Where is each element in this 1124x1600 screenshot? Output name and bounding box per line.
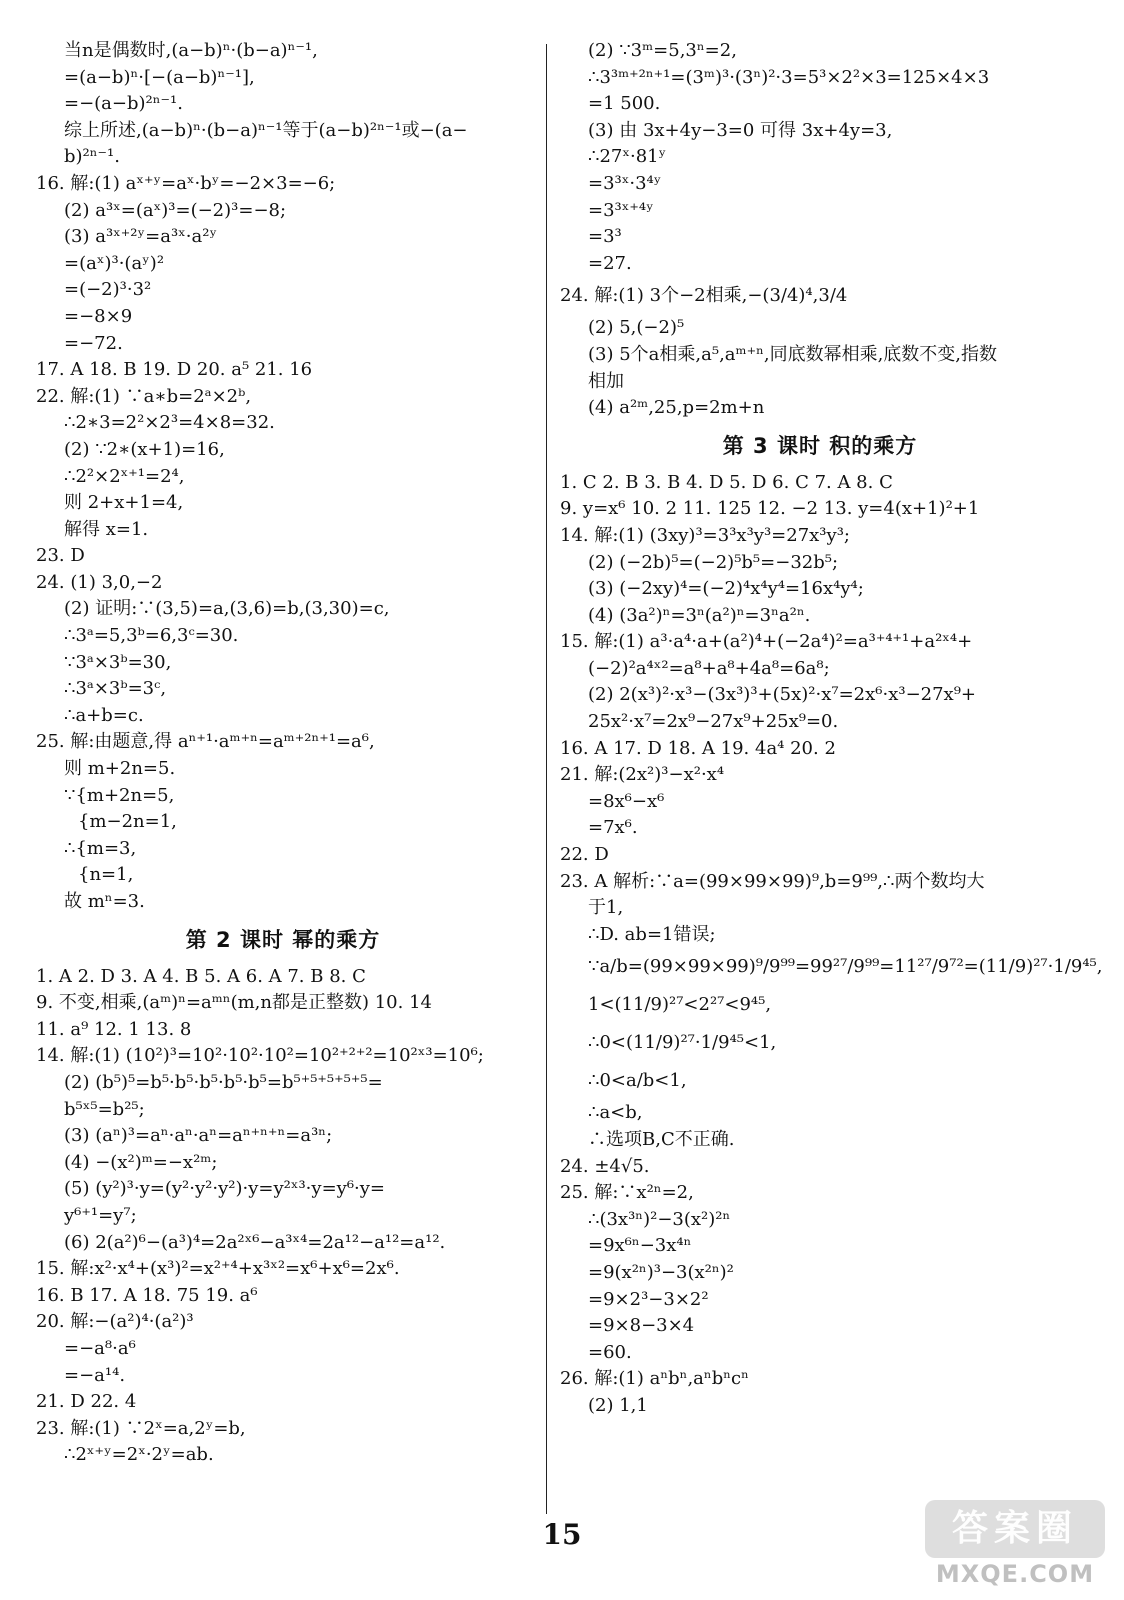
answer-line: ∴D. ab=1错误; <box>588 923 716 945</box>
answer-line: =8x⁶−x⁶ <box>588 790 665 812</box>
answer-line: (4) (3a²)ⁿ=3ⁿ(a²)ⁿ=3ⁿa²ⁿ. <box>588 604 811 626</box>
answer-line: =3³ˣ·3⁴ʸ <box>588 172 662 194</box>
answer-line: 当n是偶数时,(a−b)ⁿ·(b−a)ⁿ⁻¹, <box>64 40 318 61</box>
answer-line: 21. D 22. 4 <box>36 1391 137 1413</box>
answer-line: 21. 解:(2x²)³−x²·x⁴ <box>560 764 725 786</box>
answer-line: (2) ∵2∗(x+1)=16, <box>64 438 225 460</box>
answer-line: =9(x²ⁿ)³−3(x²ⁿ)² <box>588 1261 734 1283</box>
answer-line: 16. A 17. D 18. A 19. 4a⁴ 20. 2 <box>560 737 836 759</box>
answer-line: (3) 5个a相乘,a⁵,aᵐ⁺ⁿ,同底数幂相乘,底数不变,指数 <box>588 343 998 365</box>
answer-line: =−a⁸·a⁶ <box>64 1337 136 1359</box>
answer-line: 1. A 2. D 3. A 4. B 5. A 6. A 7. B 8. C <box>36 965 366 987</box>
answer-line: 22. D <box>560 844 609 866</box>
answer-line: 相加 <box>588 370 624 392</box>
answer-line: (2) ∵3ᵐ=5,3ⁿ=2, <box>588 40 737 61</box>
answer-line: 14. 解:(1) (10²)³=10²·10²·10²=10²⁺²⁺²=10²ˣ³=10⁶; <box>36 1045 484 1067</box>
answer-line: 则 m+2n=5. <box>64 758 176 780</box>
answer-line: 解得 x=1. <box>64 518 149 540</box>
answer-line: 23. A 解析:∵a=(99×99×99)⁹,b=9⁹⁹,∴两个数均大 <box>560 870 985 892</box>
answer-line: (3) 由 3x+4y−3=0 可得 3x+4y=3, <box>588 119 893 141</box>
section-heading: 第 2 课时 幂的乘方 <box>185 927 381 952</box>
answer-line: 9. y=x⁶ 10. 2 11. 125 12. −2 13. y=4(x+1)²+1 <box>560 498 980 520</box>
answer-line: =1 500. <box>588 93 661 115</box>
answer-line: 11. a⁹ 12. 1 13. 8 <box>36 1018 192 1040</box>
answer-line: (3) (−2xy)⁴=(−2)⁴x⁴y⁴=16x⁴y⁴; <box>588 578 864 600</box>
answer-line: 23. D <box>36 545 85 567</box>
watermark-url: MXQE.COM <box>935 1560 1095 1588</box>
answer-line: (2) 5,(−2)⁵ <box>588 317 685 339</box>
answer-line: (2) a³ˣ=(aˣ)³=(−2)³=−8; <box>64 199 287 221</box>
answer-line: (2) (−2b)⁵=(−2)⁵b⁵=−32b⁵; <box>588 551 839 573</box>
answer-line: 25x²·x⁷=2x⁹−27x⁹+25x⁹=0. <box>588 711 839 733</box>
answer-line: 24. 解:(1) 3个−2相乘,−(3/4)⁴,3/4 <box>560 285 848 307</box>
answer-line: (6) 2(a²)⁶−(a³)⁴=2a²ˣ⁶−a³ˣ⁴=2a¹²−a¹²=a¹². <box>64 1231 446 1253</box>
answer-line: 24. (1) 3,0,−2 <box>36 571 163 593</box>
answer-line: y⁶⁺¹=y⁷; <box>64 1204 137 1226</box>
page-number: 15 <box>542 1518 582 1551</box>
answer-line: (4) a²ᵐ,25,p=2m+n <box>588 397 765 419</box>
answer-line: ∵{m+2n=5, <box>64 784 175 806</box>
left-column <box>36 38 530 1469</box>
answer-line: 17. A 18. B 19. D 20. a⁵ 21. 16 <box>36 359 313 381</box>
answer-line: ∴a<b, <box>588 1102 643 1124</box>
answer-line: 16. 解:(1) aˣ⁺ʸ=aˣ·bʸ=−2×3=−6; <box>36 172 336 194</box>
answer-line: ∵3ᵃ×3ᵇ=30, <box>64 651 172 673</box>
answer-line: 9. 不变,相乘,(aᵐ)ⁿ=aᵐⁿ(m,n都是正整数) 10. 14 <box>36 992 432 1014</box>
answer-line: 22. 解:(1) ∵a∗b=2ᵃ×2ᵇ, <box>36 385 252 407</box>
answer-line: (3) a³ˣ⁺²ʸ=a³ˣ·a²ʸ <box>64 226 218 248</box>
answer-line: ∴a+b=c. <box>64 704 144 726</box>
answer-line: 则 2+x+1=4, <box>64 492 184 514</box>
answer-line: =(a−b)ⁿ·[−(a−b)ⁿ⁻¹], <box>64 66 255 88</box>
answer-line: 20. 解:−(a²)⁴·(a²)³ <box>36 1311 194 1333</box>
right-column <box>560 38 1103 1420</box>
answer-line: =9×2³−3×2² <box>588 1288 709 1310</box>
answer-line: =7x⁶. <box>588 817 638 839</box>
answer-line: =27. <box>588 252 632 274</box>
answer-line: (5) (y²)³·y=(y²·y²·y²)·y=y²ˣ³·y=y⁶·y= <box>64 1178 386 1200</box>
watermark <box>925 1500 1105 1592</box>
answer-line: {m−2n=1, <box>78 811 177 833</box>
answer-line: =60. <box>588 1341 632 1363</box>
answer-line: =(aˣ)³·(aʸ)² <box>64 252 165 274</box>
answer-line: (4) −(x²)ᵐ=−x²ᵐ; <box>64 1151 218 1173</box>
answer-line: =−(a−b)²ⁿ⁻¹. <box>64 93 183 115</box>
answer-line: 15. 解:(1) a³·a⁴·a+(a²)⁴+(−2a⁴)²=a³⁺⁴⁺¹+a²ˣ⁴+ <box>560 631 973 653</box>
answer-line: =3³ˣ⁺⁴ʸ <box>588 199 654 221</box>
answer-line: (2) 证明:∵(3,5)=a,(3,6)=b,(3,30)=c, <box>64 598 390 620</box>
answer-line: ∴27ˣ·81ʸ <box>588 146 667 168</box>
answer-line: 25. 解:∵x²ⁿ=2, <box>560 1182 694 1204</box>
answer-line: ∴3³ᵐ⁺²ⁿ⁺¹=(3ᵐ)³·(3ⁿ)²·3=5³×2²×3=125×4×3 <box>588 66 990 88</box>
answer-line: =3³ <box>588 226 622 248</box>
answer-line: ∴2ˣ⁺ʸ=2ˣ·2ʸ=ab. <box>64 1444 214 1466</box>
answer-line: =9x⁶ⁿ−3x⁴ⁿ <box>588 1235 692 1257</box>
answer-line: 14. 解:(1) (3xy)³=3³x³y³=27x³y³; <box>560 524 850 546</box>
answer-line: ∴3ᵃ×3ᵇ=3ᶜ, <box>64 678 167 700</box>
answer-line: 1. C 2. B 3. B 4. D 5. D 6. C 7. A 8. C <box>560 471 893 493</box>
answer-line: b)²ⁿ⁻¹. <box>64 146 120 168</box>
answer-line: =−72. <box>64 332 123 354</box>
answer-line: =−a¹⁴. <box>64 1364 126 1386</box>
answer-line: (−2)²a⁴ˣ²=a⁸+a⁸+4a⁸=6a⁸; <box>588 657 830 679</box>
answer-line: {n=1, <box>78 864 134 886</box>
answer-line: 于1, <box>588 897 624 919</box>
answer-line: 24. ±4√5. <box>560 1155 650 1177</box>
answer-line: 15. 解:x²·x⁴+(x³)²=x²⁺⁴+x³ˣ²=x⁶+x⁶=2x⁶. <box>36 1258 400 1280</box>
answer-line: 25. 解:由题意,得 aⁿ⁺¹·aᵐ⁺ⁿ=aᵐ⁺²ⁿ⁺¹=a⁶, <box>36 731 375 753</box>
answer-line: ∴0<a/b<1, <box>588 1070 687 1092</box>
answer-line: (2) (b⁵)⁵=b⁵·b⁵·b⁵·b⁵·b⁵=b⁵⁺⁵⁺⁵⁺⁵⁺⁵= <box>64 1071 383 1093</box>
answer-line: ∵a/b=(99×99×99)⁹/9⁹⁹=99²⁷/9⁹⁹=11²⁷/9⁷²=(11/9)²⁷·1/9⁴⁵, <box>588 956 1103 978</box>
section-heading: 第 3 课时 积的乘方 <box>722 433 918 458</box>
answer-line: ∴0<(11/9)²⁷·1/9⁴⁵<1, <box>588 1032 777 1054</box>
answer-line: =−8×9 <box>64 305 133 327</box>
answer-line: ∴3ᵃ=5,3ᵇ=6,3ᶜ=30. <box>64 625 239 647</box>
answer-line: ∴2∗3=2²×2³=4×8=32. <box>64 412 275 434</box>
column-divider <box>546 44 547 1514</box>
answer-line: (2) 1,1 <box>588 1394 648 1416</box>
answer-line: (2) 2(x³)²·x³−(3x³)³+(5x)²·x⁷=2x⁶·x³−27x⁹+ <box>588 684 977 706</box>
answer-line: 故 mⁿ=3. <box>64 891 145 912</box>
answer-line: ∴2²×2ˣ⁺¹=2⁴, <box>64 465 185 487</box>
answer-line: ∴(3x³ⁿ)²−3(x²)²ⁿ <box>588 1208 731 1230</box>
answer-line: 23. 解:(1) ∵2ˣ=a,2ʸ=b, <box>36 1417 246 1439</box>
watermark-logo: 答案圈 <box>925 1500 1105 1558</box>
answer-line: b⁵ˣ⁵=b²⁵; <box>64 1098 145 1120</box>
answer-line: (3) (aⁿ)³=aⁿ·aⁿ·aⁿ=aⁿ⁺ⁿ⁺ⁿ=a³ⁿ; <box>64 1125 333 1147</box>
answer-line: ∴{m=3, <box>64 837 137 859</box>
answer-line: 1<(11/9)²⁷<2²⁷<9⁴⁵, <box>588 994 772 1016</box>
answer-line: 26. 解:(1) aⁿbⁿ,aⁿbⁿcⁿ <box>560 1368 749 1390</box>
answer-line: 16. B 17. A 18. 75 19. a⁶ <box>36 1284 258 1306</box>
answer-line: 综上所述,(a−b)ⁿ·(b−a)ⁿ⁻¹等于(a−b)²ⁿ⁻¹或−(a− <box>64 119 468 141</box>
answer-line: =(−2)³·3² <box>64 279 152 301</box>
answer-line: ∴选项B,C不正确. <box>588 1129 735 1150</box>
answer-line: =9×8−3×4 <box>588 1315 695 1337</box>
